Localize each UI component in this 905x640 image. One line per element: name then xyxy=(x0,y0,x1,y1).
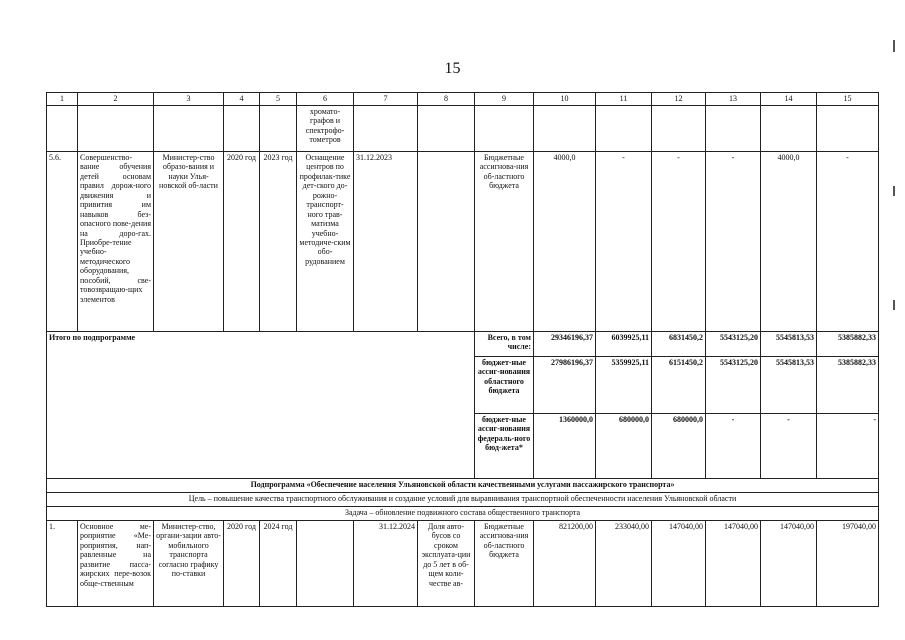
amount-year: - xyxy=(596,152,652,332)
row-number: 5.6. xyxy=(47,152,78,332)
target-indicator xyxy=(418,152,475,332)
amount-year: 197040,00 xyxy=(817,521,879,607)
column-number: 2 xyxy=(78,93,154,106)
amount-total: 29346196,37 xyxy=(534,332,596,357)
amount-year: 5545813,53 xyxy=(761,357,817,414)
target-indicator: Доля авто-бусов со сроком эксплуата-ции до 5 лет в об-щем коли-честве ав- xyxy=(418,521,475,607)
row-number: 1. xyxy=(47,521,78,607)
continuation-text: хромато-графов и спектрофо-тометров xyxy=(297,106,354,152)
column-number: 9 xyxy=(475,93,534,106)
amount-year: - xyxy=(761,414,817,479)
measure-name: Основное ме-роприятие «Ме-роприятия, нап-равленные на развитие пасса-жирских пере-возок обще-ственным xyxy=(78,521,154,607)
column-number: 10 xyxy=(534,93,596,106)
table-row-1 xyxy=(47,521,879,607)
amount-year: 5545813,53 xyxy=(761,332,817,357)
start-year: 2020 год xyxy=(224,521,260,607)
amount-year: 4000,0 xyxy=(761,152,817,332)
amount-year: 147040,00 xyxy=(706,521,761,607)
amount-year: - xyxy=(817,414,879,479)
measure-name: Совершенство-вание обучения детей основам правил дорож-ного движения и привития им навыков без-опасного пове-дения на доро-гах. Приобре-тение учебно-методического оборудования, пособий, све-товозвращаю-щих элементов xyxy=(78,152,154,332)
column-number: 6 xyxy=(297,93,354,106)
amount-total: 1360000,0 xyxy=(534,414,596,479)
funding-source: Бюджетные ассигнова-ния об-ластного бюджета xyxy=(475,521,534,607)
amount-year: - xyxy=(706,152,761,332)
subprogram-goal: Цель – повышение качества транспортного обслуживания и создание условий для выравнивания транспортной обеспеченности населения Ульяновской области xyxy=(47,493,879,507)
amount-year: 5543125,20 xyxy=(706,357,761,414)
column-number: 11 xyxy=(596,93,652,106)
deadline-date: 31.12.2024 xyxy=(354,521,418,607)
amount-total: 4000,0 xyxy=(534,152,596,332)
column-number: 8 xyxy=(418,93,475,106)
amount-year: 5359925,11 xyxy=(596,357,652,414)
subtotal-label: Итого по подпрограмме xyxy=(47,332,475,479)
start-year: 2020 год xyxy=(224,152,260,332)
regional-budget-label: бюджет-ные ассиг-нования областного бюджета xyxy=(475,357,534,414)
amount-year: 5385882,33 xyxy=(817,357,879,414)
federal-budget-label: бюджет-ные ассиг-нования федераль-ного бюд-жета* xyxy=(475,414,534,479)
table-row-5-6 xyxy=(47,152,879,332)
program-table xyxy=(46,92,879,607)
task-row xyxy=(47,507,879,521)
page-number: 15 xyxy=(444,60,461,77)
amount-year: 5385882,33 xyxy=(817,332,879,357)
end-year: 2024 год xyxy=(260,521,297,607)
column-number: 3 xyxy=(154,93,224,106)
subprogram-title-row xyxy=(47,479,879,493)
column-number: 7 xyxy=(354,93,418,106)
subprogram-task: Задача – обновление подвижного состава общественного транспорта xyxy=(47,507,879,521)
amount-year: 5543125,20 xyxy=(706,332,761,357)
amount-year: 233040,00 xyxy=(596,521,652,607)
indicator: Оснащение центров по профилак-тике дет-ского до-рожно-транспорт-ного трав-матизма учебно-методиче-ским обо-рудованием xyxy=(297,152,354,332)
subtotal-total-row xyxy=(47,332,879,357)
column-number: 15 xyxy=(817,93,879,106)
amount-year: 147040,00 xyxy=(652,521,706,607)
amount-year: 6151450,2 xyxy=(652,357,706,414)
amount-year: - xyxy=(817,152,879,332)
funding-source: Бюджетные ассигнова-ния об-ластного бюджета xyxy=(475,152,534,332)
column-number: 1 xyxy=(47,93,78,106)
column-number: 5 xyxy=(260,93,297,106)
column-number: 4 xyxy=(224,93,260,106)
subtotal-total-label: Всего, в том числе: xyxy=(475,332,534,357)
column-number: 14 xyxy=(761,93,817,106)
subprogram-title: Подпрограмма «Обеспечение населения Ульяновской области качественными услугами пассажирского транспорта» xyxy=(47,479,879,493)
deadline-date: 31.12.2023 xyxy=(354,152,418,332)
amount-year: - xyxy=(706,414,761,479)
amount-year: 6831450,2 xyxy=(652,332,706,357)
amount-total: 27986196,37 xyxy=(534,357,596,414)
scan-mark xyxy=(893,186,895,196)
end-year: 2023 год xyxy=(260,152,297,332)
amount-year: 680000,0 xyxy=(652,414,706,479)
amount-year: - xyxy=(652,152,706,332)
goal-row xyxy=(47,493,879,507)
indicator xyxy=(297,521,354,607)
amount-total: 821200,00 xyxy=(534,521,596,607)
amount-year: 680000,0 xyxy=(596,414,652,479)
scan-mark xyxy=(893,40,895,52)
continuation-row xyxy=(47,106,879,152)
scan-mark xyxy=(893,300,895,310)
amount-year: 6039925,11 xyxy=(596,332,652,357)
executor: Министер-ство образо-вания и науки Улья-новской об-ласти xyxy=(154,152,224,332)
amount-year: 147040,00 xyxy=(761,521,817,607)
column-number-row xyxy=(47,93,879,106)
executor: Министер-ство, органи-зации авто-мобильного транспорта согласно графику по-ставки xyxy=(154,521,224,607)
column-number: 13 xyxy=(706,93,761,106)
column-number: 12 xyxy=(652,93,706,106)
